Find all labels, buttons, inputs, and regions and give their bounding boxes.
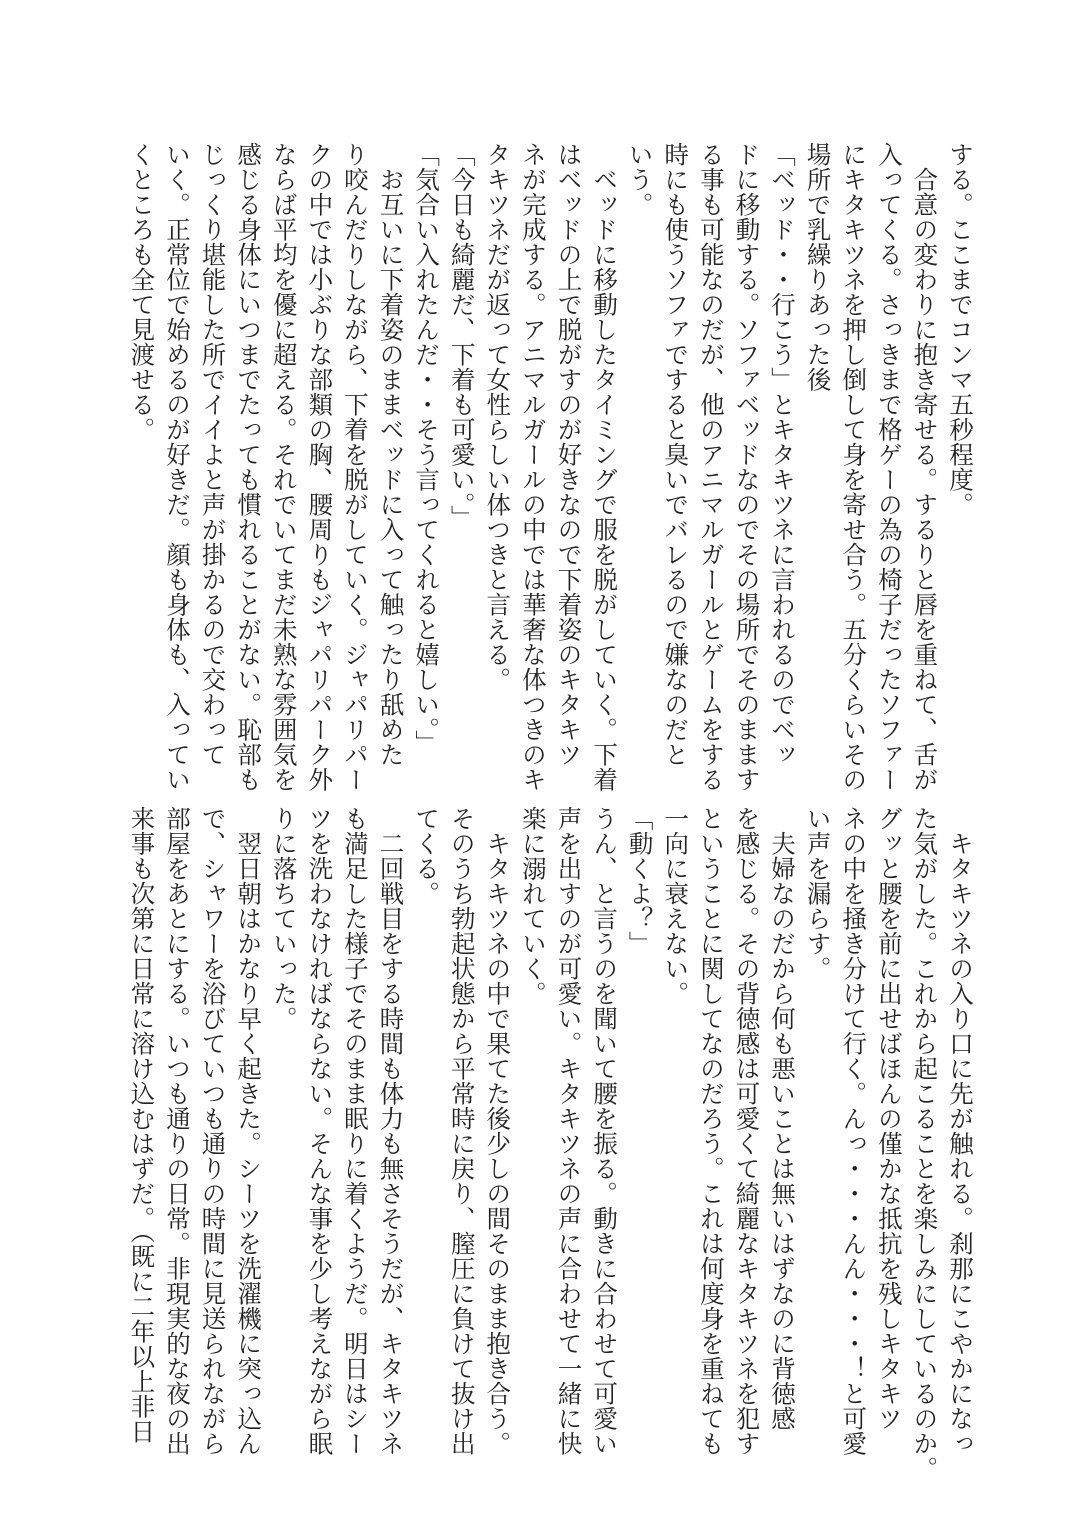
- text-column: る事も可能なのだが、他のアニマルガールとゲームをする: [696, 142, 726, 792]
- text-column: お互いに下着姿のままベッドに入って触ったり舐めた: [376, 142, 406, 767]
- text-column: いう。: [625, 142, 655, 217]
- text-column: じっくり堪能した所でイイよと声が掛かるので交わって: [198, 142, 228, 767]
- text-column: ベッドに移動したタイミングで服を脱がしていく。下着: [590, 142, 620, 792]
- text-column: タキツネだが返って女性らしい体つきと言える。: [483, 142, 513, 692]
- text-column: そのうち勃起状態から平常時に戻り、膣圧に負けて抜け出: [447, 806, 477, 1456]
- text-column: てくる。: [412, 806, 442, 906]
- text-column: 合意の変わりに抱き寄せる。するりと唇を重ねて、舌が: [910, 142, 940, 792]
- text-column: 場所で乳繰りあった後: [803, 142, 833, 392]
- text-column: 楽に溺れていく。: [518, 806, 548, 1006]
- top-text-block: [124, 142, 978, 802]
- text-column: た気がした。これから起こることを楽しみにしているのか。: [910, 806, 940, 1481]
- text-column: 時にも使うソファですると臭いでバレるので嫌なのだと: [661, 142, 691, 767]
- text-column: キタキツネの入り口に先が触れる。刹那にこやかになっ: [946, 806, 975, 1456]
- text-column: 夫婦なのだから何も悪いことは無いはずなのに背徳感: [768, 806, 798, 1431]
- text-column: 部屋をあとにする。いつも通りの日常。非現実的な夜の出: [162, 806, 192, 1456]
- text-column: 翌日朝はかなり早く起きた。シーツを洗濯機に突っ込ん: [234, 806, 264, 1456]
- text-column: ならば平均を優に超える。それでいてまだ未熟な雰囲気を: [269, 142, 299, 792]
- text-column: で、シャワーを浴びていつも通りの時間に見送られながら: [198, 806, 228, 1456]
- text-column: 「気合い入れたんだ・・そう言ってくれると嬉しい。」: [412, 142, 442, 755]
- text-column: い声を漏らす。: [803, 806, 833, 981]
- text-column: を感じる。その背徳感は可愛くて綺麗なキタキツネを犯す: [732, 806, 762, 1456]
- text-column: り咬んだりしながら、下着を脱がしていく。ジャパリパー: [340, 142, 370, 792]
- text-column: 来事も次第に日常に溶け込むはずだ。（既に二年以上非日: [127, 806, 157, 1444]
- text-column: ネの中を掻き分けて行く。んっ・・・んん・・・！と可愛: [839, 806, 869, 1456]
- text-column: いく。正常位で始めるのが好きだ。顔も身体も、入ってい: [162, 142, 192, 792]
- text-column: うん、と言うのを聞いて腰を振る。動きに合わせて可愛い: [590, 806, 620, 1456]
- text-column: りに落ちていった。: [269, 806, 299, 1031]
- text-column: 「動くよ？」: [625, 806, 655, 956]
- text-column: にキタキツネを押し倒して身を寄せ合う。五分くらいその: [839, 142, 869, 792]
- text-column: ドに移動する。ソファベッドなのでその場所でそのまます: [732, 142, 762, 792]
- text-column: 「今日も綺麗だ、下着も可愛い。」: [447, 142, 477, 530]
- text-column: キタキツネの中で果てた後少しの間そのまま抱き合う。: [483, 806, 513, 1456]
- text-column: する。ここまでコンマ五秒程度。: [946, 142, 975, 517]
- text-column: 入ってくる。さっきまで格ゲーの為の椅子だったソファー: [874, 142, 904, 792]
- text-column: 「ベッド・・行こう」とキタキツネに言われるのでベッ: [768, 142, 798, 767]
- bottom-text-block: [124, 806, 978, 1481]
- text-column: グッと腰を前に出せばほんの僅かな抵抗を残しキタキツ: [874, 806, 904, 1431]
- text-column: ツを洗わなければならない。そんな事を少し考えながら眠: [305, 806, 335, 1456]
- text-column: はベッドの上で脱がすのが好きなので下着姿のキタキツ: [554, 142, 584, 767]
- text-column: くところも全て見渡せる。: [127, 142, 157, 442]
- text-column: 二回戦目をする時間も体力も無さそうだが、キタキツネ: [376, 806, 406, 1456]
- text-column: 一向に衰えない。: [661, 806, 691, 1006]
- text-column: 感じる身体にいつまでたっても慣れることがない。恥部も: [234, 142, 264, 792]
- text-column: 声を出すのが可愛い。キタキツネの声に合わせて一緒に快: [554, 806, 584, 1456]
- text-column: ということに関してなのだろう。これは何度身を重ねても: [696, 806, 726, 1456]
- text-column: クの中では小ぶりな部類の胸、腰周りもジャパリパーク外: [305, 142, 335, 792]
- text-column: も満足した様子でそのまま眠りに着くようだ。明日はシー: [340, 806, 370, 1456]
- text-column: ネが完成する。アニマルガールの中では華奢な体つきのキ: [518, 142, 548, 792]
